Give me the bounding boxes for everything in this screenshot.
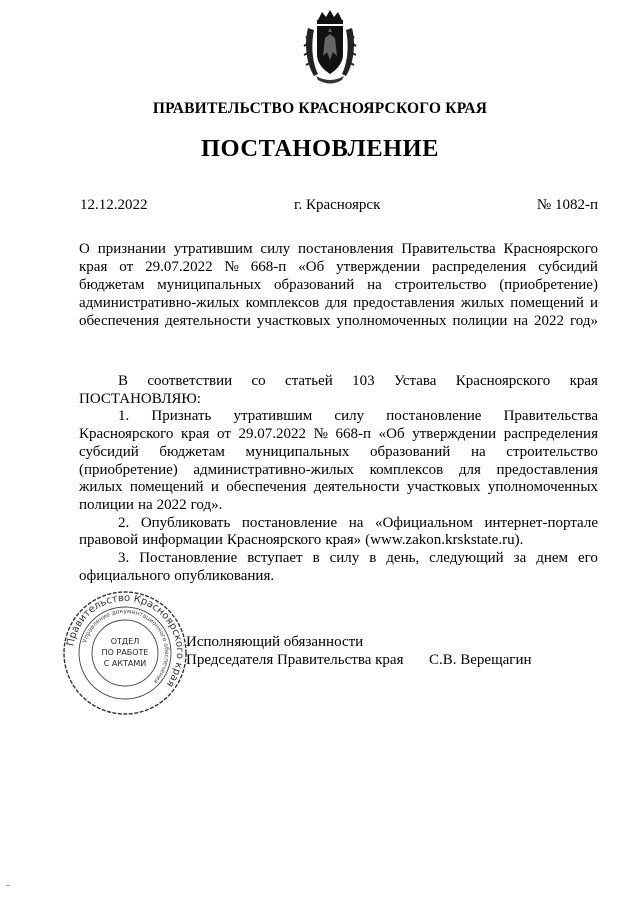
word: на <box>348 515 364 531</box>
title-line <box>79 294 598 312</box>
word: полиции <box>79 497 134 513</box>
word: 668-п <box>250 259 287 275</box>
body-line <box>79 496 598 514</box>
word: 1. <box>118 408 130 424</box>
word: силу <box>334 408 365 424</box>
body-line <box>79 425 598 443</box>
word: строительство <box>506 444 598 460</box>
word: Правительства <box>503 408 598 424</box>
stamp-center-line: ОТДЕЛ <box>110 637 140 646</box>
word: «Об <box>378 426 405 442</box>
word: административно-жилых <box>193 462 355 478</box>
word: муниципальных <box>245 444 350 460</box>
word: день, <box>386 550 420 566</box>
word: В <box>118 373 129 389</box>
title-line <box>79 240 598 258</box>
word: на <box>513 313 529 329</box>
scan-mark <box>6 885 10 890</box>
word: участковых <box>406 479 481 495</box>
word: бюджетам <box>79 277 145 293</box>
organization-name: ПРАВИТЕЛЬСТВО КРАСНОЯРСКОГО КРАЯ <box>152 100 488 117</box>
signatory-role-line1: Исполняющий обязанности <box>186 634 364 650</box>
word: для <box>458 462 481 478</box>
word: «Об <box>298 259 325 275</box>
word: вступает <box>247 550 303 566</box>
word: от <box>217 426 231 442</box>
word: постановление <box>386 408 482 424</box>
word: края» <box>325 532 362 548</box>
official-stamp <box>62 590 188 716</box>
word: субсидий <box>538 259 598 275</box>
word: правовой <box>79 532 139 548</box>
word: утратившим <box>173 241 253 257</box>
word: (приобретение) <box>79 462 178 478</box>
body-line <box>79 443 598 461</box>
word: бюджетам <box>159 444 225 460</box>
title-line <box>79 258 598 276</box>
word: 103 <box>352 373 375 389</box>
word: в <box>369 550 377 566</box>
word: комплексов <box>245 295 320 311</box>
word: и <box>589 295 598 311</box>
word: признании <box>97 241 166 257</box>
document-date: 12.12.2022 <box>80 197 148 213</box>
word: края <box>569 373 598 389</box>
document-number: № 1082-п <box>536 197 598 213</box>
signatory-name: С.В. Верещагин <box>429 652 532 668</box>
title-line <box>79 276 598 294</box>
word: 29.07.2022 <box>238 426 306 442</box>
word: на <box>470 444 486 460</box>
word: Красноярского <box>455 373 551 389</box>
word: субсидий <box>79 444 139 460</box>
word: № <box>224 259 239 275</box>
word: административно-жилых <box>79 295 240 311</box>
word: края <box>79 259 108 275</box>
word: официального <box>79 568 171 584</box>
word: муниципальных <box>157 277 262 293</box>
coat-of-arms-emblem <box>302 8 358 84</box>
stamp-center-line: ПО РАБОТЕ <box>101 648 149 657</box>
word: постановления <box>297 241 394 257</box>
word: на <box>367 277 382 293</box>
body-line <box>118 407 598 425</box>
word: предоставления <box>496 462 598 478</box>
word: предоставления <box>353 295 455 311</box>
body-line <box>79 478 598 496</box>
word: распределения <box>503 426 598 442</box>
word: (приобретение) <box>499 277 598 293</box>
body-line <box>118 549 598 567</box>
word: на <box>137 497 153 513</box>
word: информации <box>142 532 223 548</box>
word: распределения <box>432 259 527 275</box>
word: обеспечения <box>226 479 307 495</box>
word: (www.zakon.krskstate.ru). <box>365 532 524 548</box>
word: соответствии <box>147 373 233 389</box>
word: за <box>513 550 527 566</box>
word: «Официальном <box>374 515 473 531</box>
word: от <box>119 259 134 275</box>
word: постановление <box>241 515 338 531</box>
word: обеспечения <box>79 313 160 329</box>
stamp-center-line: С АКТАМИ <box>103 659 147 668</box>
word: комплексов <box>369 462 444 478</box>
word: жилых <box>79 479 123 495</box>
word: края <box>181 426 210 442</box>
word: 668-п <box>335 426 372 442</box>
word: в <box>312 550 320 566</box>
word: 2. <box>118 515 130 531</box>
word: и <box>210 479 219 495</box>
word: утверждении <box>336 259 421 275</box>
word: опубликования. <box>174 568 275 584</box>
word: уполномоченных <box>336 313 447 329</box>
word: образований <box>370 444 451 460</box>
word: помещений <box>129 479 204 495</box>
stamp-ring-text: Правительство Красноярского края <box>65 592 186 689</box>
word: строительство <box>394 277 487 293</box>
word: силу <box>260 241 291 257</box>
word: днем <box>536 550 569 566</box>
word: Опубликовать <box>140 515 231 531</box>
word: утверждении <box>412 426 497 442</box>
word: год». <box>190 497 223 513</box>
word: 29.07.2022 <box>145 259 213 275</box>
word: Признать <box>151 408 212 424</box>
word: уполномоченных <box>487 479 598 495</box>
word: Устава <box>394 373 437 389</box>
body-line <box>79 531 598 549</box>
word: статьей <box>285 373 333 389</box>
word: год» <box>569 313 598 329</box>
word: деятельности <box>165 313 251 329</box>
word: О <box>79 241 90 257</box>
word: ПОСТАНОВЛЯЮ: <box>79 391 201 407</box>
word: Красноярского <box>79 426 174 442</box>
title-line <box>79 312 598 330</box>
word: полиции <box>452 313 508 329</box>
word: № <box>313 426 328 442</box>
word: интернет-портале <box>484 515 598 531</box>
word: Красноярского <box>226 532 322 548</box>
body-line <box>118 514 598 532</box>
word: для <box>325 295 348 311</box>
word: следующий <box>429 550 504 566</box>
word: образований <box>274 277 355 293</box>
word: Постановление <box>139 550 238 566</box>
body-line <box>118 372 598 390</box>
body-line <box>79 390 598 408</box>
word: Красноярского <box>503 241 598 257</box>
stamp-inner-ring-text: Управление документационного обеспечения <box>81 607 171 685</box>
signatory-role-line2: Председателя Правительства края <box>186 652 404 668</box>
word: 2022 <box>156 497 187 513</box>
body-line <box>79 567 598 585</box>
word: его <box>577 550 598 566</box>
word: силу <box>329 550 360 566</box>
word: со <box>251 373 266 389</box>
document-type-heading: ПОСТАНОВЛЕНИЕ <box>201 135 439 162</box>
word: помещений <box>510 295 584 311</box>
word: жилых <box>460 295 505 311</box>
word: 3. <box>118 550 130 566</box>
word: 2022 <box>534 313 565 329</box>
word: утратившим <box>233 408 313 424</box>
word: участковых <box>256 313 331 329</box>
document-city: г. Красноярск <box>294 197 381 213</box>
body-line <box>79 461 598 479</box>
word: деятельности <box>313 479 400 495</box>
word: Правительства <box>401 241 496 257</box>
